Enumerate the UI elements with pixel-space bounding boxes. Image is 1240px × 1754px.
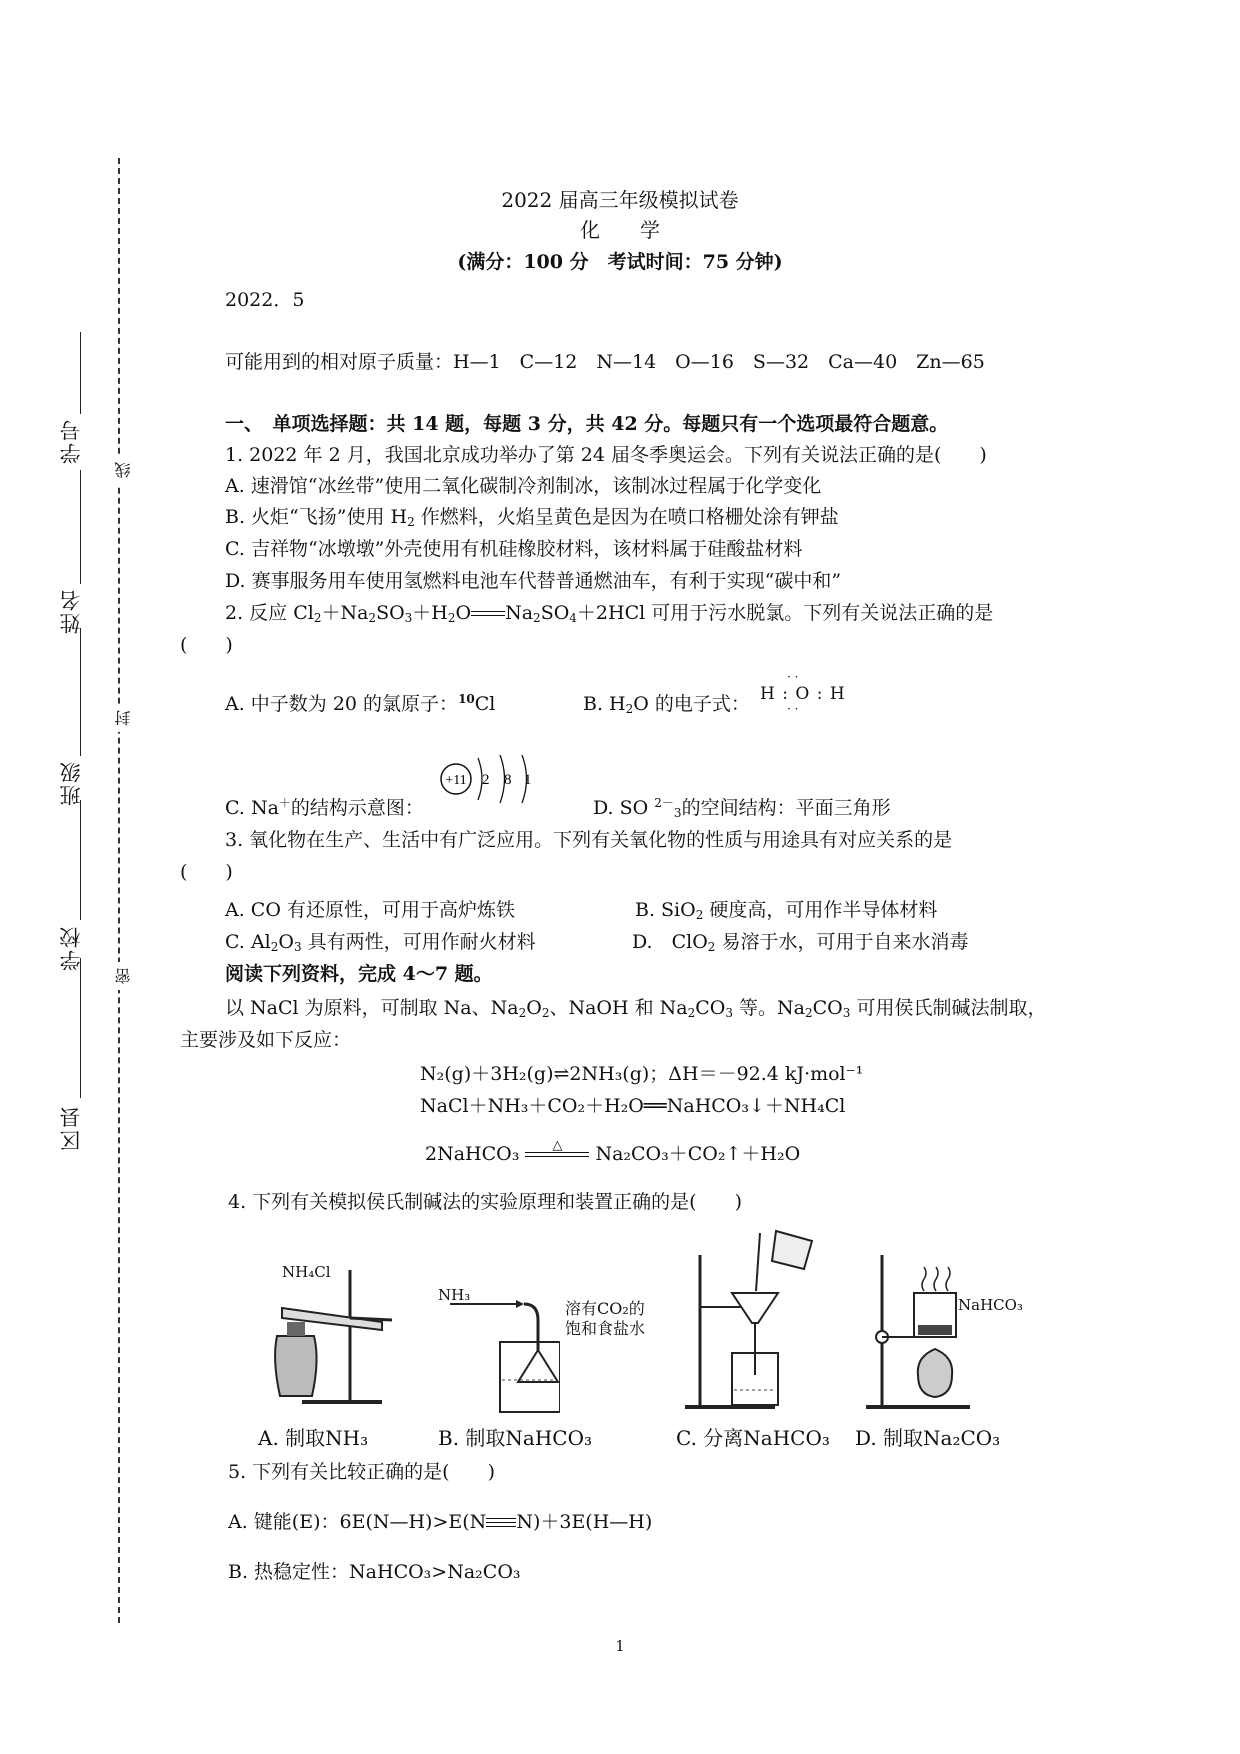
na-ion-structure-diagram: [438, 752, 538, 810]
exam-date: 2022．5: [225, 289, 305, 311]
q2-paren: ( ): [180, 634, 233, 656]
district-label: 区县: [59, 1105, 83, 1151]
student-no-blank: [80, 332, 81, 414]
reading-para-2: 主要涉及如下反应：: [180, 1029, 352, 1051]
name-label: 姓名: [59, 588, 83, 634]
exam-title: 2022 届高三年级模拟试卷: [501, 188, 739, 212]
q2-option-b: B. $H_2O$ 的电子式：: [583, 693, 750, 716]
q5-stem: 5. 下列有关比较正确的是( ): [228, 1461, 495, 1483]
exam-subject: 化 学: [580, 218, 660, 242]
lewis-structure: H : O : H: [760, 684, 846, 704]
caption-d: D. 制取Na₂CO₃: [855, 1426, 1001, 1450]
equation-3: 2NaHCO₃ △ Na₂CO₃＋CO₂↑＋H₂O: [425, 1142, 800, 1166]
reading-para: 以 NaCl 为原料，可制取 Na、$Na_2O_2$、NaOH 和 $Na_2CO_3$ 等。$Na_2CO_3$ 可用侯氏制碱法制取，: [225, 997, 1047, 1020]
lewis-dots-bottom: · ·: [787, 702, 799, 716]
district-blank: [80, 958, 81, 1098]
q1-stem: 1. 2022 年 2 月，我国北京成功举办了第 24 届冬季奥运会。下列有关说法正确的是( ): [225, 444, 987, 466]
shell-3: 1: [524, 772, 532, 788]
q2-option-c: C. Na＋的结构示意图：: [225, 796, 424, 819]
name-blank: [80, 470, 81, 584]
q2-option-a: A. 中子数为 20 的氯原子：$^{10}$Cl: [225, 692, 496, 715]
caption-c: C. 分离NaHCO₃: [676, 1426, 830, 1450]
seal-xian: 线: [112, 456, 135, 484]
q1-option-b: B. 火炬“飞扬”使用 $H_2$ 作燃料，火焰呈黄色是因为在喷口格栅处涂有钾盐: [225, 506, 839, 529]
label-nahco3: NaHCO₃: [958, 1296, 1023, 1314]
apparatus-b: [440, 1290, 560, 1420]
equation-1: N₂(g)＋3H₂(g)⇌2NH₃(g)；ΔH＝－92.4 kJ·mol⁻¹: [420, 1063, 864, 1085]
label-solution-line2: 饱和食盐水: [565, 1319, 646, 1338]
q1-option-c: C. 吉祥物“冰墩墩”外壳使用有机硅橡胶材料，该材料属于硅酸盐材料: [225, 538, 803, 560]
apparatus-c: [680, 1225, 830, 1415]
shell-1: 2: [482, 772, 490, 788]
q3-option-c: C. $Al_2O_3$ 具有两性，可用作耐火材料: [225, 931, 536, 954]
lewis-dots-top: · ·: [787, 670, 799, 684]
page-number: 1: [615, 1637, 625, 1655]
q5-option-a: A. 键能(E)：6E(N—H)>E(N N)＋3E(H—H): [228, 1511, 653, 1533]
class-blank: [80, 628, 81, 756]
equation-2: NaCl＋NH₃＋CO₂＋H₂O══NaHCO₃↓＋NH₄Cl: [420, 1095, 846, 1117]
reading-intro: 阅读下列资料，完成 4～7 题。: [225, 963, 493, 985]
exam-info: (满分：100 分 考试时间：75 分钟): [457, 251, 783, 273]
nucleus-charge: +11: [445, 773, 467, 788]
q3-option-b: B. SiO$_2$ 硬度高，可用作半导体材料: [635, 899, 938, 922]
atomic-masses: 可能用到的相对原子质量：H—1 C—12 N—14 O—16 S—32 Ca—40 Zn—65: [225, 351, 985, 373]
q3-paren: ( ): [180, 861, 233, 883]
label-nh4cl: NH₄Cl: [282, 1263, 331, 1281]
seal-feng: 封: [112, 704, 135, 732]
section-heading: 一、 单项选择题：共 14 题，每题 3 分，共 42 分。每题只有一个选项最符合题意。: [225, 413, 949, 435]
binding-dash-line: [118, 158, 120, 1623]
apparatus-a: [262, 1260, 412, 1410]
student-no-label: 学号: [59, 418, 83, 464]
q3-option-a: A. CO 有还原性，可用于高炉炼铁: [225, 899, 515, 921]
q3-stem: 3. 氧化物在生产、生活中有广泛应用。下列有关氧化物的性质与用途具有对应关系的是: [225, 829, 953, 851]
seal-mi: 密: [112, 962, 135, 990]
school-label: 学校: [59, 925, 83, 971]
q2-stem: 2. 反应 $Cl_2+Na_2SO_3+H_2O$ $Na_2SO_4+2HCl$ 可用于污水脱氯。下列有关说法正确的是: [225, 602, 994, 625]
label-solution-line1: 溶有CO₂的: [565, 1299, 645, 1318]
q4-stem: 4. 下列有关模拟侯氏制碱法的实验原理和装置正确的是( ): [228, 1191, 742, 1213]
q5-option-b: B. 热稳定性：NaHCO₃>Na₂CO₃: [228, 1561, 521, 1583]
q1-option-a: A. 速滑馆“冰丝带”使用二氧化碳制冷剂制冰，该制冰过程属于化学变化: [225, 475, 822, 497]
apparatus-d: [860, 1245, 990, 1415]
q1-option-d: D. 赛事服务用车使用氢燃料电池车代替普通燃油车，有利于实现“碳中和”: [225, 570, 842, 592]
class-label: 班级: [59, 760, 83, 806]
school-blank: [80, 800, 81, 920]
caption-a: A. 制取NH₃: [258, 1426, 369, 1450]
shell-2: 8: [504, 772, 512, 788]
q3-option-d: D. ClO$_2$ 易溶于水，可用于自来水消毒: [632, 931, 969, 954]
label-nh3: NH₃: [438, 1286, 471, 1304]
caption-b: B. 制取NaHCO₃: [438, 1426, 592, 1450]
q2-option-d: D. SO $^{2-}_3$的空间结构：平面三角形: [593, 796, 891, 820]
heat-symbol: △: [552, 1138, 563, 1153]
